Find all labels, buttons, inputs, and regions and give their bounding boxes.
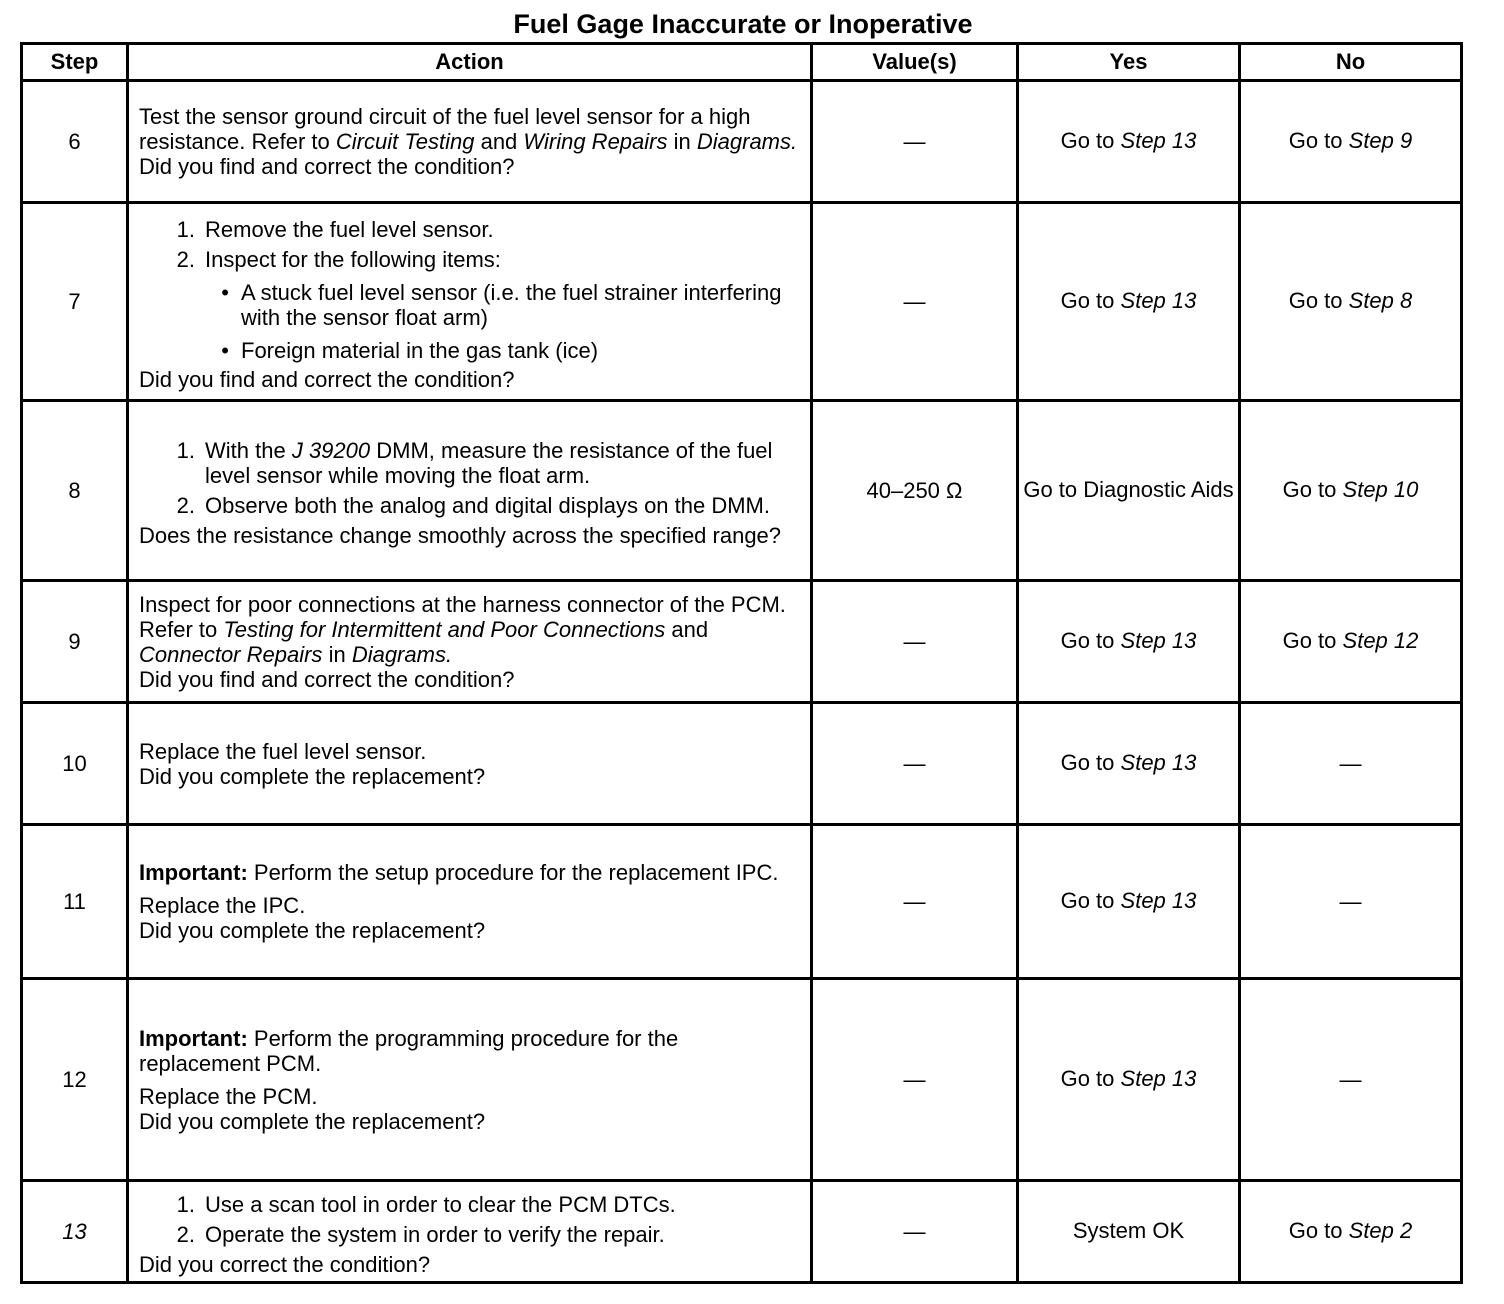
value-cell: — xyxy=(812,581,1018,703)
list-item: 2. Observe both the analog and digital displays on the DMM. xyxy=(176,493,770,518)
list-item: 2. Operate the system in order to verify the repair. xyxy=(176,1221,665,1247)
action-question: Did you complete the replacement? xyxy=(139,1108,486,1134)
action-question: Did you find and correct the condition? xyxy=(139,666,515,692)
action-list xyxy=(139,212,802,367)
action-cell xyxy=(128,203,812,401)
header-yes: Yes xyxy=(1018,44,1240,81)
document-title: Fuel Gage Inaccurate or Inoperative xyxy=(513,9,973,39)
table-row xyxy=(22,703,1462,825)
step-number: 9 xyxy=(22,581,128,703)
step-number: 7 xyxy=(22,203,128,401)
no-cell: — xyxy=(1240,979,1462,1181)
table-row xyxy=(22,825,1462,979)
action-text: Inspect for poor connections at the harness connector of the PCM. Refer to Testing for Intermittent and Poor Connections and Connector Repairs in Diagrams. xyxy=(139,591,786,667)
table-row xyxy=(22,401,1462,581)
header-no: No xyxy=(1240,44,1462,81)
action-question: Did you complete the replacement? xyxy=(139,763,486,789)
step-number: 6 xyxy=(22,81,128,203)
no-cell: Go to Step 9 xyxy=(1240,81,1462,203)
no-cell: — xyxy=(1240,703,1462,825)
diagnostic-table xyxy=(20,42,1463,1284)
header-action: Action xyxy=(128,44,812,81)
table-row xyxy=(22,81,1462,203)
important-note: Important: Perform the setup procedure for the replacement IPC. xyxy=(139,860,779,885)
action-text: Replace the fuel level sensor. xyxy=(139,738,427,764)
action-question: Did you find and correct the condition? xyxy=(139,366,515,392)
no-cell: — xyxy=(1240,825,1462,979)
action-cell xyxy=(128,979,812,1181)
step-number: 13 xyxy=(22,1181,128,1283)
yes-cell: Go to Step 13 xyxy=(1018,81,1240,203)
action-cell xyxy=(128,581,812,703)
step-number: 10 xyxy=(22,703,128,825)
table-row xyxy=(22,581,1462,703)
header-row xyxy=(22,44,1462,81)
yes-cell: Go to Step 13 xyxy=(1018,703,1240,825)
list-item: 2. Inspect for the following items: xyxy=(176,246,501,272)
action-cell xyxy=(128,825,812,979)
action-list xyxy=(139,433,802,523)
list-item: 1. Remove the fuel level sensor. xyxy=(176,216,494,242)
action-text: Replace the IPC. xyxy=(139,893,306,918)
yes-cell: Go to Diagnostic Aids xyxy=(1018,401,1240,581)
step-number: 11 xyxy=(22,825,128,979)
action-cell xyxy=(128,1181,812,1283)
action-cell xyxy=(128,81,812,203)
important-note: Important: Perform the programming procedure for the replacement PCM. xyxy=(139,1025,679,1076)
table-row xyxy=(22,203,1462,401)
action-question: Did you complete the replacement? xyxy=(139,918,486,943)
table-row xyxy=(22,979,1462,1181)
no-cell: Go to Step 2 xyxy=(1240,1181,1462,1283)
value-cell: — xyxy=(812,203,1018,401)
yes-cell: Go to Step 13 xyxy=(1018,979,1240,1181)
value-cell: — xyxy=(812,703,1018,825)
no-cell: Go to Step 12 xyxy=(1240,581,1462,703)
value-cell: — xyxy=(812,81,1018,203)
step-number: 12 xyxy=(22,979,128,1181)
no-cell: Go to Step 8 xyxy=(1240,203,1462,401)
no-cell: Go to Step 10 xyxy=(1240,401,1462,581)
yes-cell: Go to Step 13 xyxy=(1018,581,1240,703)
action-question: Did you find and correct the condition? xyxy=(139,154,515,179)
action-cell xyxy=(128,401,812,581)
value-cell: — xyxy=(812,825,1018,979)
header-step: Step xyxy=(22,44,128,81)
table-row xyxy=(22,1181,1462,1283)
action-text: Test the sensor ground circuit of the fuel level sensor for a high resistance. Refer to Circuit Testing and Wiring Repairs in Diagrams. xyxy=(139,104,798,154)
list-item: 1. Use a scan tool in order to clear the PCM DTCs. xyxy=(176,1191,676,1217)
step-number: 8 xyxy=(22,401,128,581)
action-question: Did you correct the condition? xyxy=(139,1251,431,1277)
yes-cell: Go to Step 13 xyxy=(1018,203,1240,401)
value-cell: 40–250 Ω xyxy=(812,401,1018,581)
yes-cell: System OK xyxy=(1018,1181,1240,1283)
yes-cell: Go to Step 13 xyxy=(1018,825,1240,979)
value-cell: — xyxy=(812,979,1018,1181)
list-item: 1. With the J 39200 DMM, measure the resistance of the fuel level sensor while moving the float arm. xyxy=(176,438,773,488)
header-values: Value(s) xyxy=(812,44,1018,81)
action-question: Does the resistance change smoothly across the specified range? xyxy=(139,523,782,548)
action-text: Replace the PCM. xyxy=(139,1083,318,1109)
value-cell: — xyxy=(812,1181,1018,1283)
action-list xyxy=(139,1187,802,1252)
action-cell xyxy=(128,703,812,825)
bullet-item: • Foreign material in the gas tank (ice) xyxy=(221,337,599,363)
bullet-item: • A stuck fuel level sensor (i.e. the fuel strainer interfering with the sensor float arm) xyxy=(221,279,782,330)
